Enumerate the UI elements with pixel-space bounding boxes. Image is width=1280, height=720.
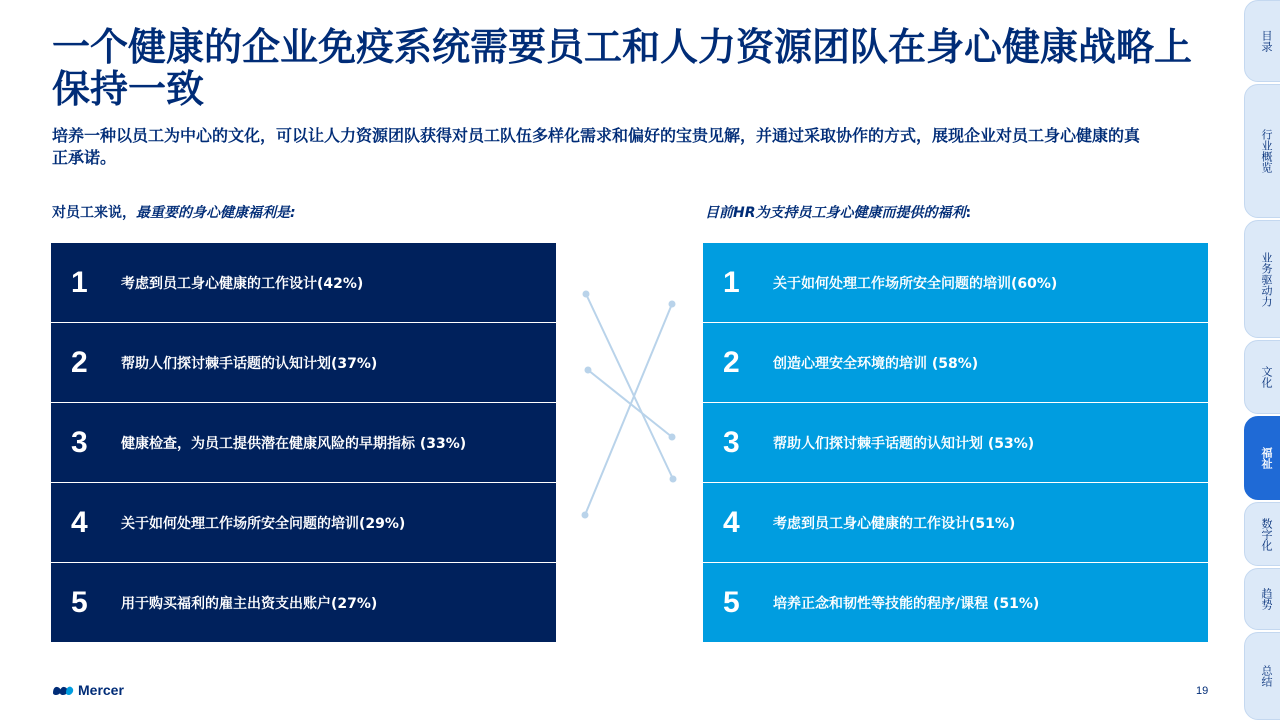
item-text: 帮助人们探讨棘手话题的认知计划(37%) — [121, 355, 378, 372]
item-number: 2 — [723, 345, 740, 379]
logo-text: Mercer — [78, 682, 124, 698]
item-text: 考虑到员工身心健康的工作设计(42%) — [121, 275, 364, 292]
tab-digital[interactable] — [1244, 502, 1280, 566]
tab-wellbeing[interactable] — [1244, 416, 1280, 500]
item-text: 用于购买福利的雇主出资支出账户(27%) — [121, 595, 378, 612]
tab-contents[interactable] — [1244, 0, 1280, 82]
connector-line — [585, 304, 672, 515]
item-number: 3 — [71, 425, 88, 459]
item-number: 2 — [71, 345, 88, 379]
list-item — [703, 403, 1208, 482]
connector-line — [588, 370, 672, 437]
list-item — [51, 403, 556, 482]
item-text: 创造心理安全环境的培训 (58%) — [773, 355, 979, 372]
list-item — [703, 483, 1208, 562]
list-item — [703, 563, 1208, 642]
tab-label: 福祉 — [1260, 447, 1273, 469]
tab-label: 数字化 — [1260, 517, 1273, 551]
item-text: 健康检查，为员工提供潜在健康风险的早期指标 (33%) — [121, 435, 467, 452]
mercer-logo — [52, 682, 124, 698]
list-item — [703, 243, 1208, 322]
page-number: 19 — [1196, 685, 1209, 697]
connector-dot — [669, 301, 676, 308]
hr-benefits-list — [703, 243, 1208, 643]
employee-benefits-list — [51, 243, 556, 643]
item-number: 1 — [71, 265, 88, 299]
tab-label: 行业概览 — [1260, 129, 1273, 173]
left-heading-emphasis: 最重要的身心健康福利是: — [136, 205, 296, 221]
list-item — [51, 563, 556, 642]
tab-trends[interactable] — [1244, 568, 1280, 630]
connector-dot — [585, 367, 592, 374]
right-column-heading — [705, 202, 971, 222]
item-text: 关于如何处理工作场所安全问题的培训(29%) — [121, 515, 406, 532]
item-number: 4 — [723, 505, 740, 539]
connector-lines — [570, 280, 690, 530]
item-text: 培养正念和韧性等技能的程序/课程 (51%) — [773, 595, 1040, 612]
list-item — [51, 483, 556, 562]
page-title: 一个健康的企业免疫系统需要员工和人力资源团队在身心健康战略上保持一致 — [52, 25, 1193, 111]
list-item — [51, 323, 556, 402]
item-text: 考虑到员工身心健康的工作设计(51%) — [773, 515, 1016, 532]
item-number: 1 — [723, 265, 740, 299]
tab-label: 趋势 — [1260, 588, 1273, 610]
item-number: 5 — [723, 585, 740, 619]
item-text: 帮助人们探讨棘手话题的认知计划 (53%) — [773, 435, 1035, 452]
item-number: 4 — [71, 505, 88, 539]
right-heading-emphasis: 目前HR为支持员工身心健康而提供的福利 — [705, 205, 966, 221]
connector-dot — [670, 476, 677, 483]
item-number: 5 — [71, 585, 88, 619]
item-number: 3 — [723, 425, 740, 459]
tab-summary[interactable] — [1244, 632, 1280, 720]
list-item — [51, 243, 556, 322]
connector-line — [586, 294, 673, 479]
mercer-logo-icon — [52, 683, 74, 697]
page-subtitle: 培养一种以员工为中心的文化，可以让人力资源团队获得对员工队伍多样化需求和偏好的宝贵见解，并通过采取协作的方式，展现企业对员工身心健康的真正承诺。 — [52, 126, 1141, 167]
connector-dot — [669, 434, 676, 441]
left-heading-prefix: 对员工来说， — [52, 205, 136, 221]
tab-culture[interactable] — [1244, 340, 1280, 414]
connector-dot — [583, 291, 590, 298]
tab-label: 目录 — [1260, 30, 1273, 52]
item-text: 关于如何处理工作场所安全问题的培训(60%) — [773, 275, 1058, 292]
tab-label: 总结 — [1260, 665, 1273, 687]
tab-industry-overview[interactable] — [1244, 84, 1280, 218]
side-nav — [1244, 0, 1280, 720]
connector-dot — [582, 512, 589, 519]
tab-label: 业务驱动力 — [1260, 251, 1273, 307]
left-column-heading — [52, 202, 296, 222]
list-item — [703, 323, 1208, 402]
right-heading-suffix: : — [965, 205, 972, 221]
tab-label: 文化 — [1260, 366, 1273, 388]
tab-business-drivers[interactable] — [1244, 220, 1280, 338]
